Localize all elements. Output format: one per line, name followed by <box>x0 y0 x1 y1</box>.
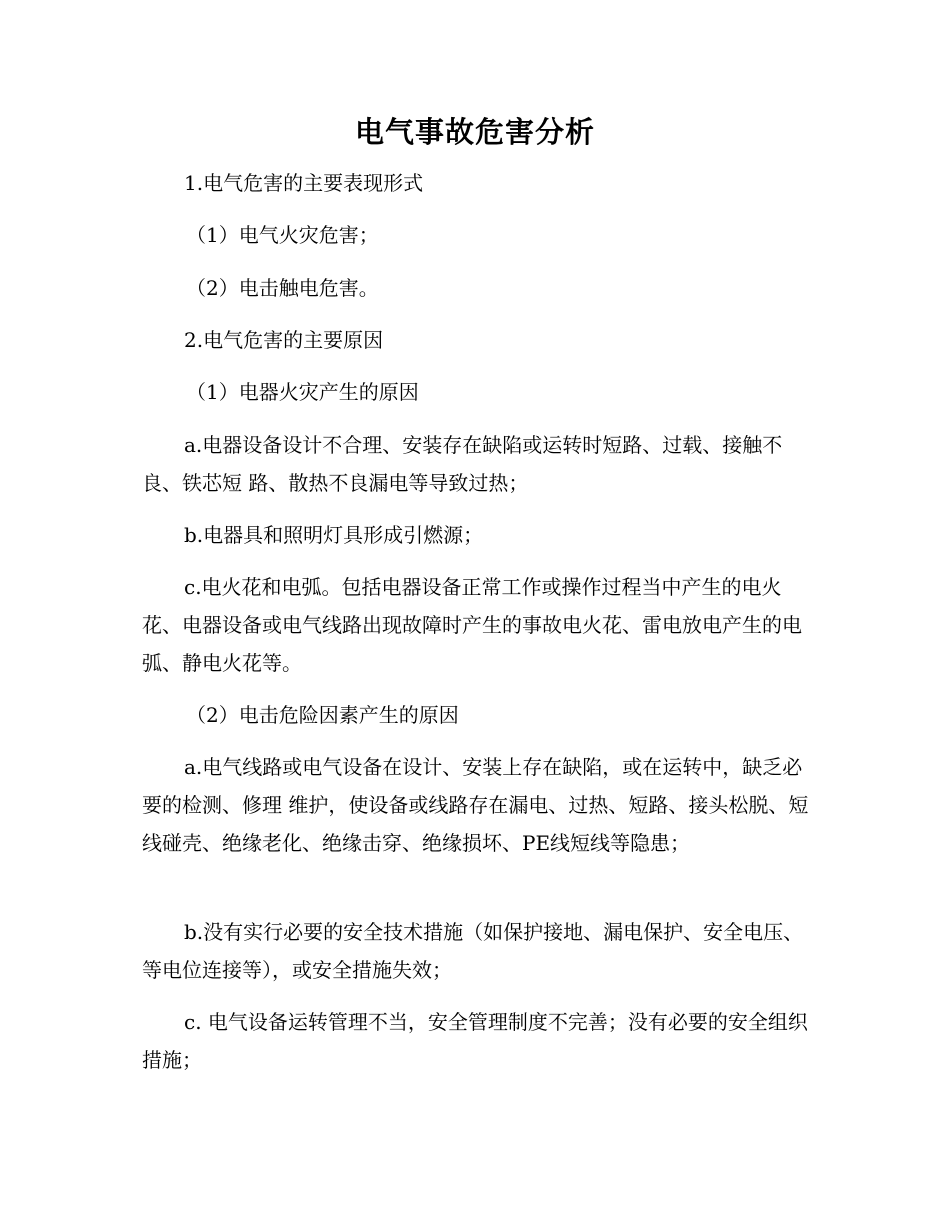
list-item-fire-hazard: （1）电气火灾危害； <box>186 223 379 247</box>
document-title: 电气事故危害分析 <box>354 115 595 149</box>
paragraph-shock-cause-c: c. 电气设备运转管理不当，安全管理制度不完善；没有必要的安全组织措施； <box>142 1010 808 1072</box>
section-heading-1: 1.电气危害的主要表现形式 <box>184 171 424 195</box>
section-heading-2: 2.电气危害的主要原因 <box>184 328 384 352</box>
paragraph-shock-cause-b: b.没有实行必要的安全技术措施（如保护接地、漏电保护、安全电压、等电位连接等），或安全措施失效； <box>142 920 804 982</box>
subsection-fire-causes: （1）电器火灾产生的原因 <box>186 380 419 404</box>
list-item-shock-hazard: （2）电击触电危害。 <box>186 276 379 300</box>
paragraph-fire-cause-a: a.电器设备设计不合理、安装存在缺陷或运转时短路、过载、接触不良、铁芯短 路、散热不良漏电等导致过热； <box>142 433 783 495</box>
subsection-shock-causes: （2）电击危险因素产生的原因 <box>186 703 459 727</box>
paragraph-shock-cause-a: a.电气线路或电气设备在设计、安装上存在缺陷，或在运转中，缺乏必要的检测、修理 维护，使设备或线路存在漏电、过热、短路、接头松脱、短线碰壳、绝缘老化、绝缘击穿、绝缘损坏、PE线短线等隐患； <box>142 755 809 855</box>
paragraph-fire-cause-b: b.电器具和照明灯具形成引燃源； <box>184 523 484 547</box>
paragraph-fire-cause-c: c.电火花和电弧。包括电器设备正常工作或操作过程当中产生的电火花、电器设备或电气线路出现故障时产生的事故电火花、雷电放电产生的电弧、静电火花等。 <box>142 575 802 675</box>
